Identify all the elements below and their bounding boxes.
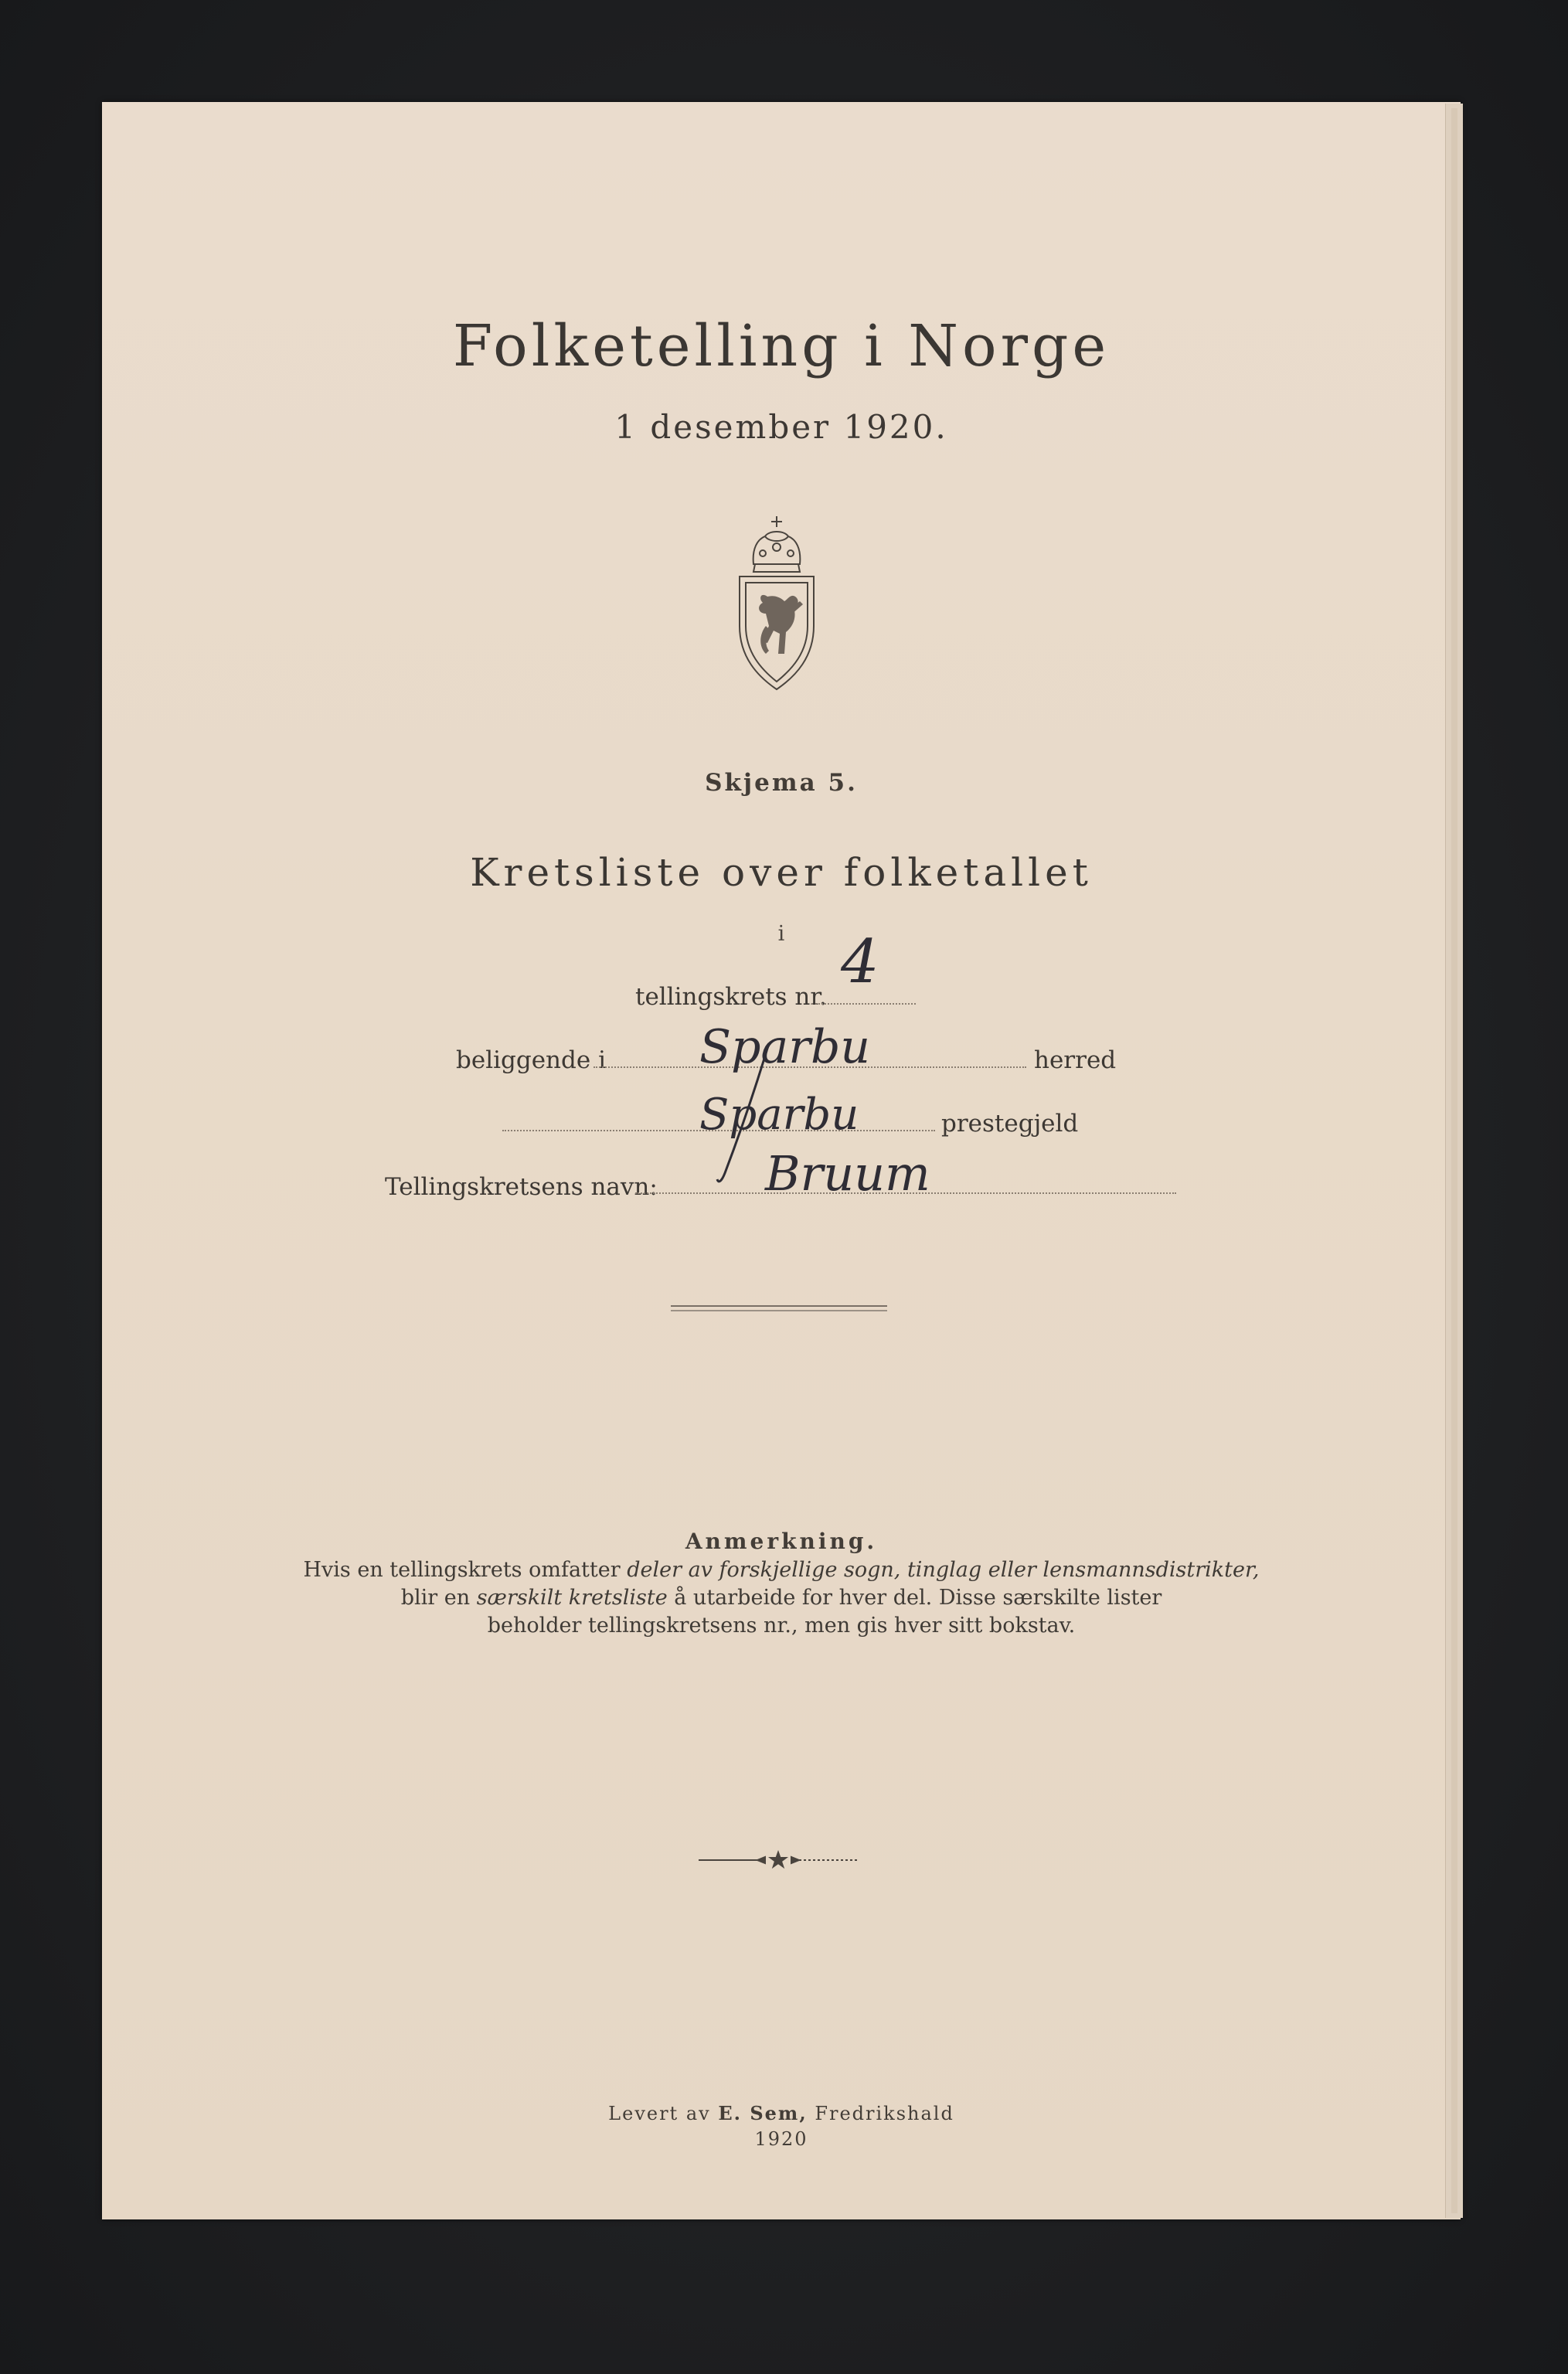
section-divider-second [671,1310,887,1311]
herred-label: herred [1034,1046,1117,1074]
printer-name: E. Sem, [718,2102,808,2124]
section-divider [671,1305,887,1307]
note-title: Anmerkning. [685,1529,878,1554]
herred-value: Sparbu [699,1020,871,1074]
census-date: 1 desember 1920. [614,408,948,446]
connector-word: i [777,922,785,946]
note-line-3: beholder tellingskretsens nr., men gis hver sitt bokstav. [487,1614,1076,1638]
prestegjeld-label: prestegjeld [941,1110,1079,1138]
tellingskrets-label: tellingskrets nr. [635,983,827,1011]
printer-year: 1920 [754,2128,808,2150]
note-line-1-emphasis: deler av forskjellige sogn, tinglag eller lensmannsdistrikter, [627,1558,1260,1582]
printer-city: Fredrikshald [807,2103,954,2124]
note-line-2 [102,1586,1461,1610]
tellingskrets-line [811,1003,916,1005]
printer-credit [102,2102,1461,2124]
schema-number: Skjema 5. [705,769,858,797]
note-line-1 [102,1558,1461,1582]
note-line-2-emphasis: særskilt kretsliste [476,1586,668,1610]
note-line-2-text: blir en [400,1586,477,1610]
tellingskrets-value: 4 [841,927,879,997]
navn-label: Tellingskretsens navn: [385,1173,658,1201]
norwegian-coat-of-arms-icon [723,510,831,696]
page-title: Folketelling i Norge [452,313,1111,379]
navn-value: Bruum [765,1145,930,1202]
handwriting-stroke [696,1036,788,1190]
printer-prefix: Levert av [608,2103,719,2124]
beliggende-label: beliggende i [456,1046,606,1074]
note-line-2-rest: å utarbeide for hver del. Disse særskilte lister [667,1586,1162,1610]
note-line-1-text: Hvis en tellingskrets omfatter [303,1558,628,1582]
form-heading: Kretsliste over folketallet [470,850,1093,895]
ornament-divider-icon [696,1849,862,1872]
prestegjeld-value: Sparbu [699,1090,859,1140]
